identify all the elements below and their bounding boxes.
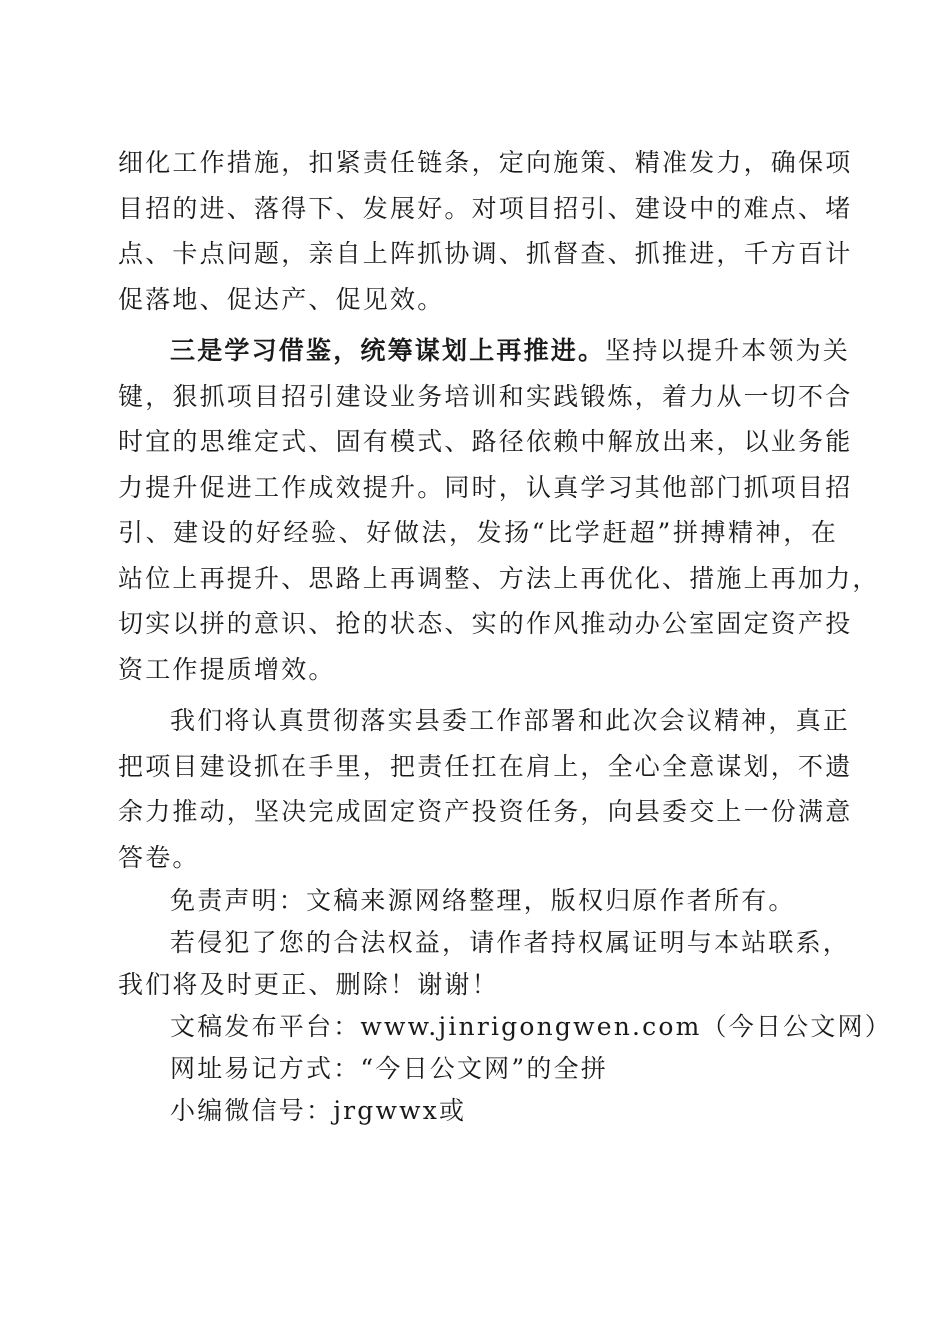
text-line: 细化工作措施，扣紧责任链条，定向施策、精准发力，确保项 [118,148,853,177]
text-line: 键，狠抓项目招引建设业务培训和实践锻炼，着力从一切不合 [118,381,853,411]
text-line: 时宜的思维定式、固有模式、路径依赖中解放出来，以业务能 [118,427,853,456]
text-line: 目招的进、落得下、发展好。对项目招引、建设中的难点、堵 [118,193,853,223]
platform-link[interactable]: 文稿发布平台：www.jinrigongwen.com（今日公文网） [170,1012,892,1041]
paragraph-3 [118,698,853,880]
text-line: 我们将认真贯彻落实县委工作部署和此次会议精神，真正 [170,706,851,735]
memo-text: 网址易记方式：“今日公文网”的全拼 [170,1054,608,1083]
text-line: 切实以拼的意识、抢的状态、实的作风推动办公室固定资产投 [118,609,853,638]
document-body [118,140,892,1132]
text-line: 站位上再提升、思路上再调整、方法上再优化、措施上再加力， [118,563,880,593]
text-line: 引、建设的好经验、好做法，发扬“比学赶超”拼搏精神，在 [118,518,838,547]
infringement-text: 我们将及时更正、删除！谢谢！ [118,970,499,999]
section-heading: 三是学习借鉴，统筹谋划上再推进。 [170,336,606,365]
text-line: 余力推动，坚决完成固定资产投资任务，向县委交上一份满意 [118,797,853,826]
text-line: 力提升促进工作成效提升。同时，认真学习其他部门抓项目招 [118,472,853,502]
paragraph-2 [118,328,880,692]
text-line: 答卷。 [118,842,200,872]
text-span: 坚持以提升本领为关 [605,336,851,365]
paragraph-1 [118,140,853,322]
infringement-text: 若侵犯了您的合法权益，请作者持权属证明与本站联系， [170,928,851,957]
disclaimer-text: 免责声明：文稿来源网络整理，版权归原作者所有。 [170,886,796,915]
text-line: 资工作提质增效。 [118,654,336,684]
wechat-text: 小编微信号：jrgwwx或 [170,1096,467,1125]
text-line: 把项目建设抓在手里，把责任扛在肩上，全心全意谋划，不遗 [118,751,853,781]
text-line [118,328,851,374]
disclaimer-block [118,880,892,1132]
text-line: 促落地、促达产、促见效。 [118,284,445,314]
text-line: 点、卡点问题，亲自上阵抓协调、抓督查、抓推进，千方百计 [118,239,853,268]
